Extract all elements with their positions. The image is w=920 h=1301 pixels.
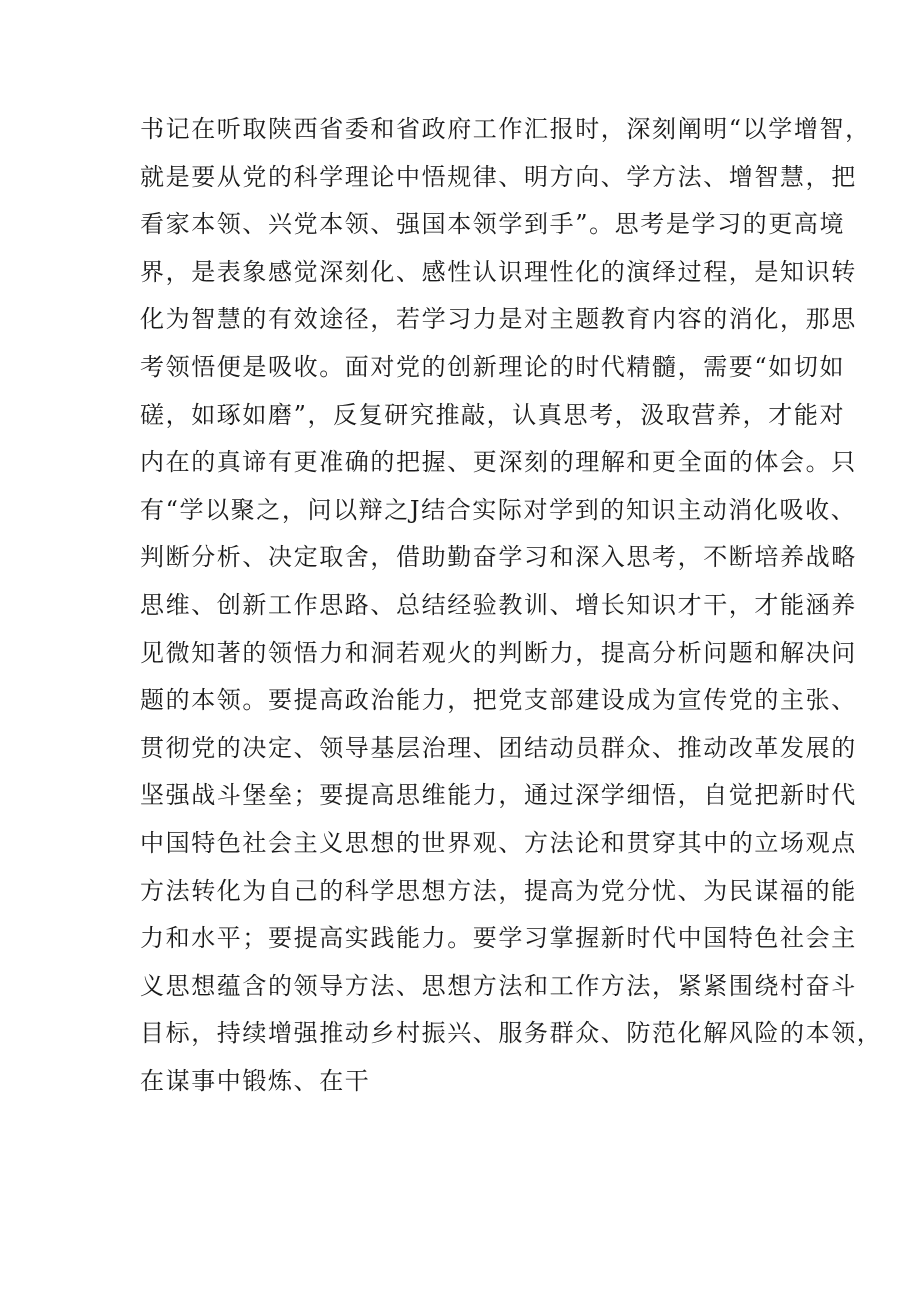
text-line: 方法转化为自己的科学思想方法，提高为党分忧、为民谋福的能 bbox=[140, 876, 857, 905]
text-line: 思维、创新工作思路、总结经验教训、增长知识才干，才能涵养 bbox=[140, 590, 857, 619]
text-line: 就是要从党的科学理论中悟规律、明方向、学方法、增智慧，把 bbox=[140, 162, 857, 191]
text-line: 有“学以聚之，问以辩之J结合实际对学到的知识主动消化吸收、 bbox=[140, 495, 857, 524]
text-line: 坚强战斗堡垒；要提高思维能力，通过深学细悟，自觉把新时代 bbox=[140, 781, 857, 810]
text-line: 看家本领、兴党本领、强国本领学到手”。思考是学习的更高境 bbox=[140, 210, 846, 239]
body-paragraph bbox=[140, 106, 883, 1105]
text-line: 判断分析、决定取舍，借助勤奋学习和深入思考，不断培养战略 bbox=[140, 543, 857, 572]
text-line: 考领悟便是吸收。面对党的创新理论的时代精髓，需要“如切如 bbox=[140, 352, 846, 381]
text-line: 义思想蕴含的领导方法、思想方法和工作方法，紧紧围绕村奋斗 bbox=[140, 971, 857, 1000]
text-line: 化为智慧的有效途径，若学习力是对主题教育内容的消化，那思 bbox=[140, 305, 857, 334]
text-line: 目标，持续增强推动乡村振兴、服务群众、防范化解风险的本领， bbox=[140, 1019, 883, 1048]
text-line: 中国特色社会主义思想的世界观、方法论和贯穿其中的立场观点 bbox=[140, 828, 857, 857]
text-line: 磋，如琢如磨”，反复研究推敲，认真思考，汲取营养，才能对 bbox=[140, 400, 846, 429]
text-line: 内在的真谛有更准确的把握、更深刻的理解和更全面的体会。只 bbox=[140, 448, 857, 477]
text-line: 力和水平；要提高实践能力。要学习掌握新时代中国特色社会主 bbox=[140, 924, 857, 953]
text-line: 题的本领。要提高政治能力，把党支部建设成为宣传党的主张、 bbox=[140, 686, 857, 715]
text-line: 在谋事中锻炼、在干 bbox=[140, 1066, 371, 1095]
text-line: 见微知著的领悟力和洞若观火的判断力，提高分析问题和解决问 bbox=[140, 638, 857, 667]
text-line: 贯彻党的决定、领导基层治理、团结动员群众、推动改革发展的 bbox=[140, 733, 857, 762]
text-line: 界，是表象感觉深刻化、感性认识理性化的演绎过程，是知识转 bbox=[140, 257, 857, 286]
text-line: 书记在听取陕西省委和省政府工作汇报时，深刻阐明“以学增智， bbox=[140, 115, 871, 143]
